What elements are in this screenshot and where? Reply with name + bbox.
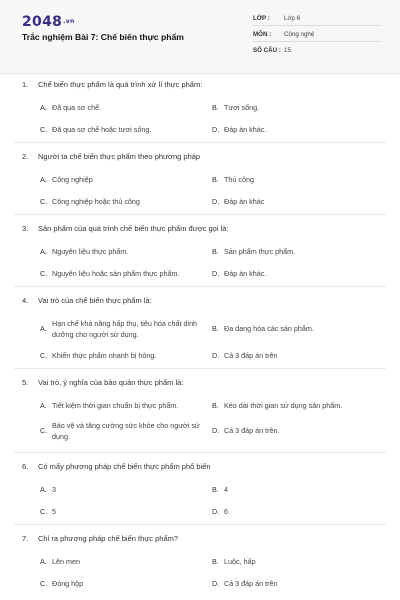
meta-count-value: 15	[284, 47, 291, 54]
question-stem: 3. Sản phẩm của quá trình chế biến thực phẩm được gọi là:	[22, 224, 229, 233]
divider	[14, 142, 386, 143]
question-stem: 6. Có mấy phương pháp chế biến thực phẩm phổ biến	[22, 462, 211, 471]
divider	[14, 452, 386, 453]
meta-count-label: SỐ CÂU :	[253, 47, 281, 54]
divider	[14, 524, 386, 525]
meta-divider	[253, 41, 381, 42]
page-header	[0, 0, 400, 74]
logo-tld: .vn	[63, 18, 75, 25]
meta-subject-value: Công nghệ	[284, 31, 315, 38]
meta-class-label: LỚP :	[253, 15, 270, 22]
quiz-title: Trắc nghiệm Bài 7: Chế biến thực phẩm	[22, 32, 184, 42]
meta-divider	[253, 25, 381, 26]
divider	[14, 368, 386, 369]
question-stem: 2. Người ta chế biến thực phẩm theo phương pháp	[22, 152, 201, 161]
meta-class-value: Lớp 6	[284, 15, 301, 22]
divider	[14, 214, 386, 215]
site-logo[interactable]	[22, 14, 75, 30]
question-stem: 4. Vai trò của chế biến thực phẩm là:	[22, 296, 152, 305]
meta-subject-label: MÔN :	[253, 31, 272, 38]
divider	[14, 286, 386, 287]
logo-text: 2048	[22, 14, 63, 30]
question-stem: 1. Chế biến thực phẩm là quá trình xử lí thực phẩm:	[22, 80, 203, 89]
question-stem: 7. Chỉ ra phương pháp chế biến thực phẩm?	[22, 534, 179, 543]
question-stem: 5. Vai trò, ý nghĩa của bảo quản thực phẩm là:	[22, 378, 184, 387]
